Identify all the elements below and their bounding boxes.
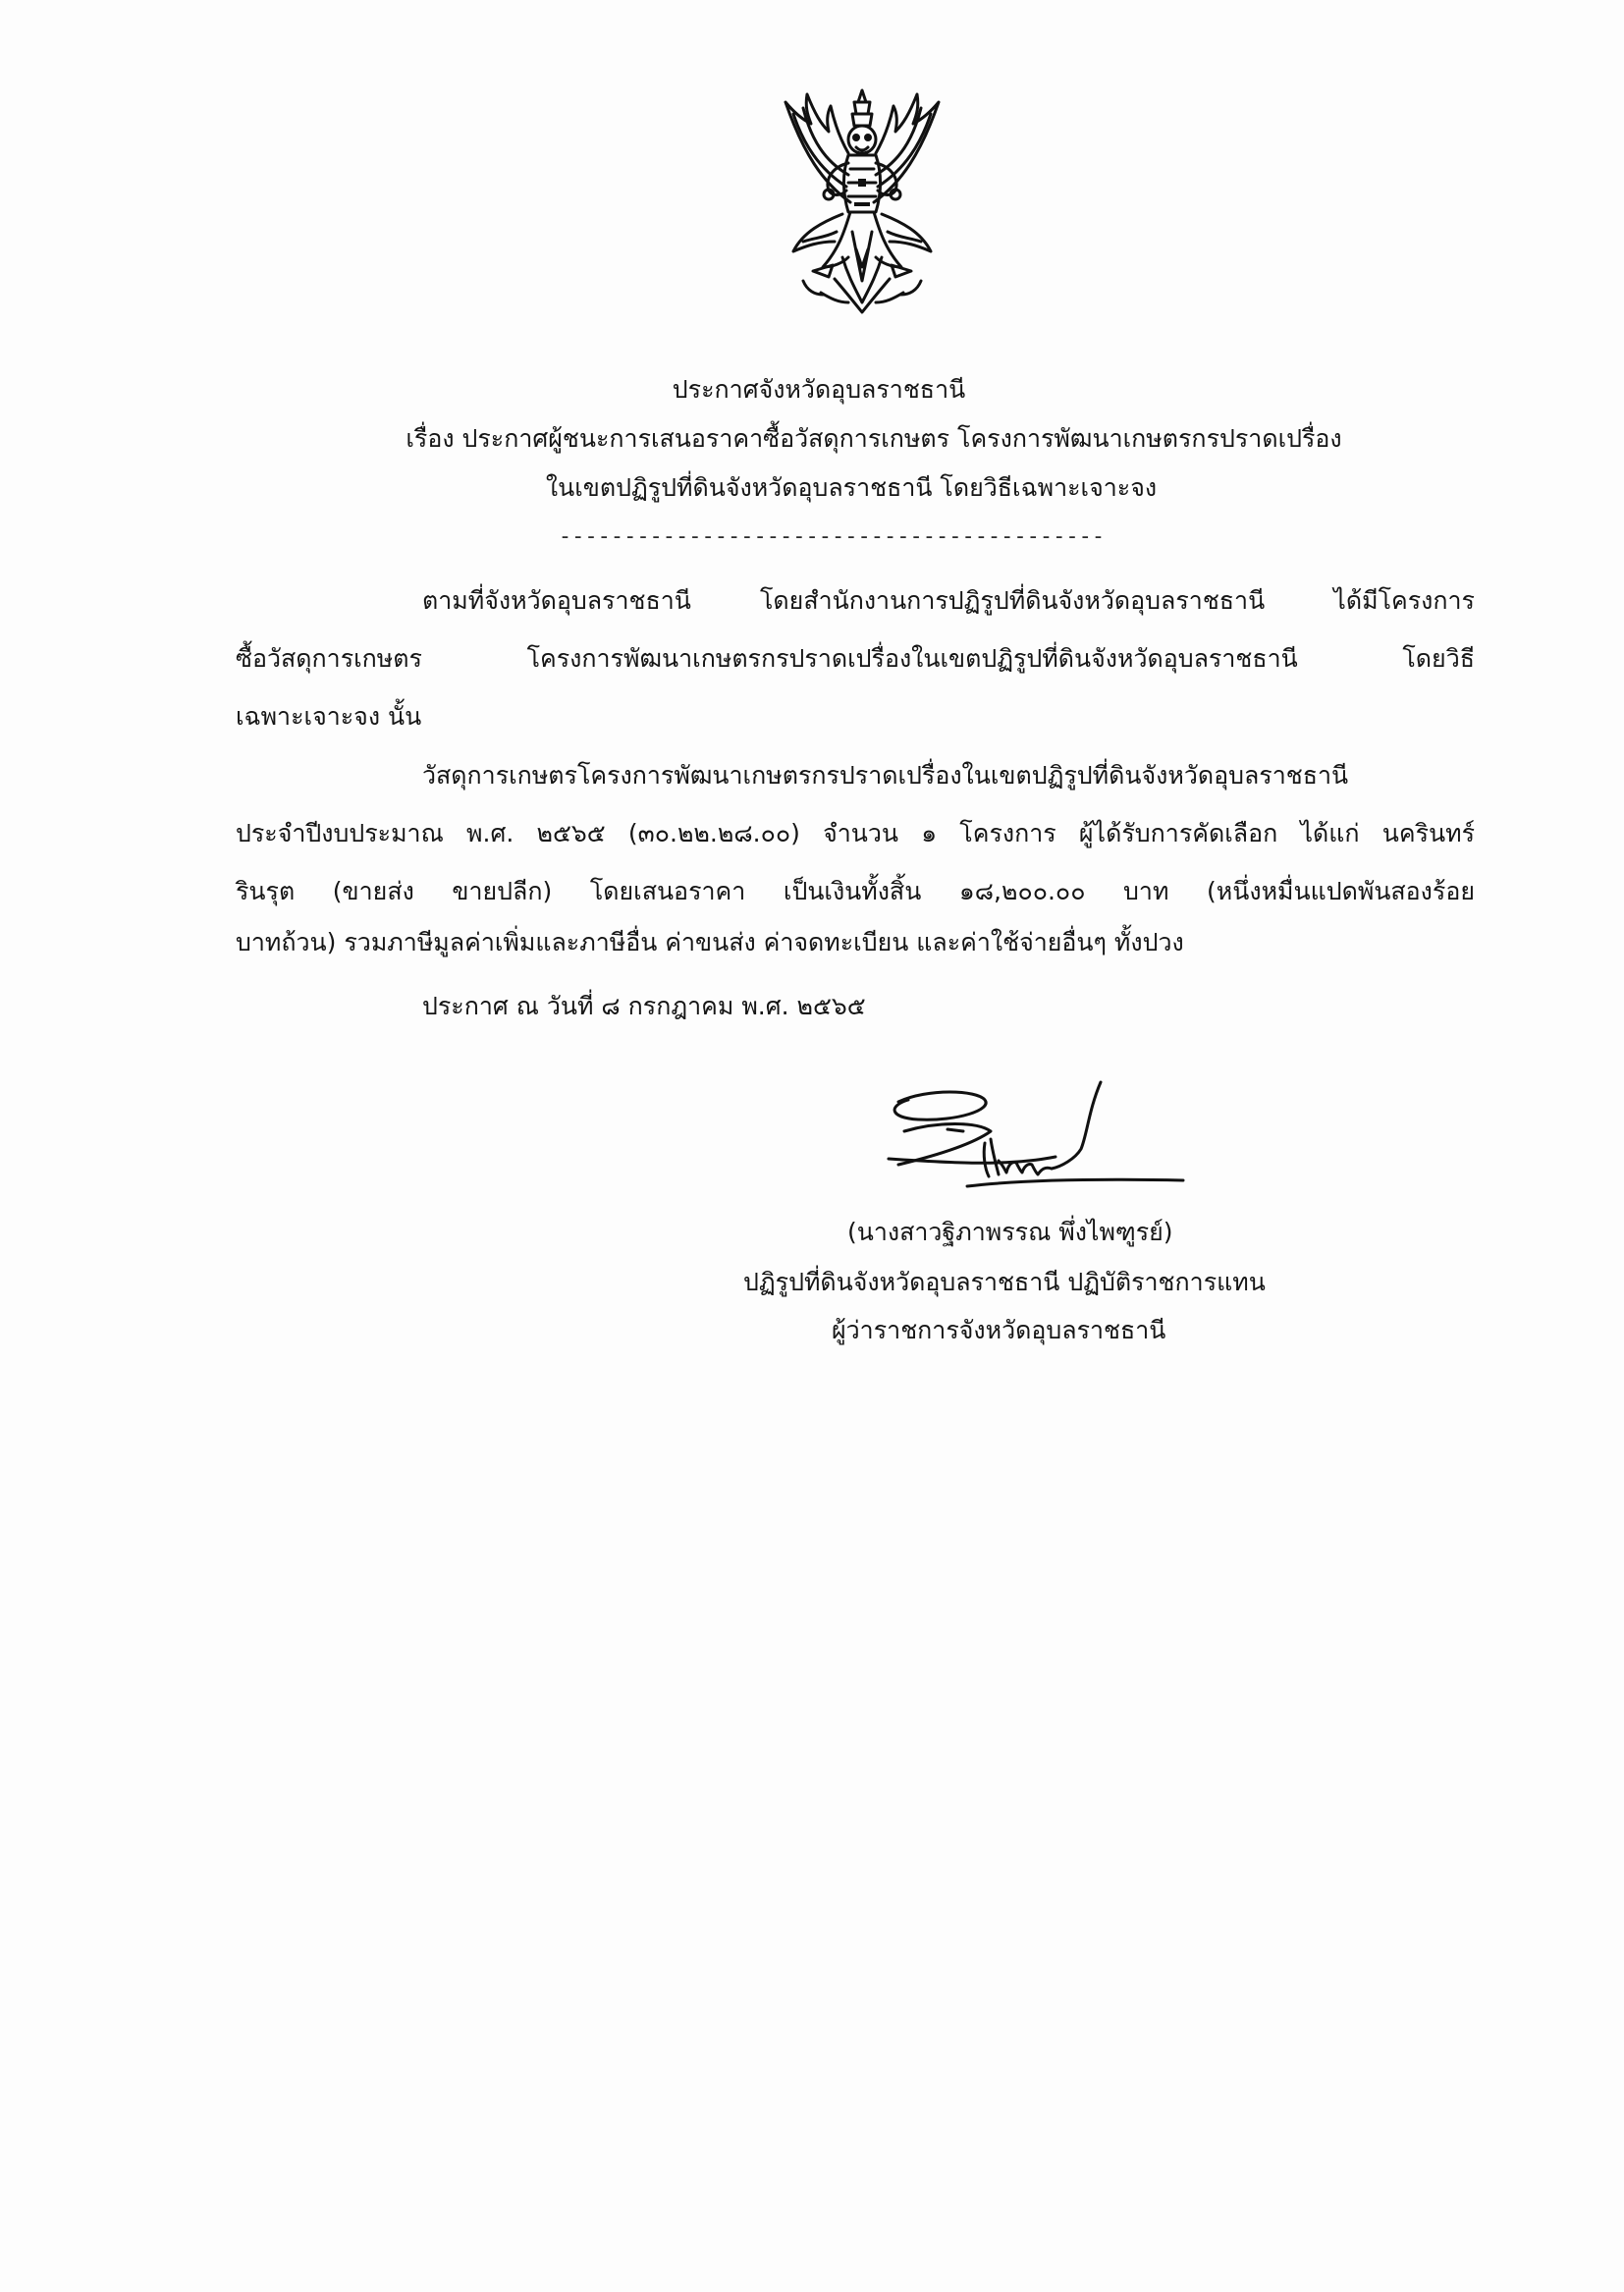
announcement-date: ประกาศ ณ วันที่ ๘ กรกฎาคม พ.ศ. ๒๕๖๕ xyxy=(422,992,866,1020)
signatory-position-1: ปฏิรูปที่ดินจังหวัดอุบลราชธานี ปฏิบัติราชการแทน xyxy=(743,1268,1266,1296)
signatory-position-2: ผู้ว่าราชการจังหวัดอุบลราชธานี xyxy=(832,1316,1166,1344)
paragraph-2-line-1: วัสดุการเกษตรโครงการพัฒนาเกษตรกรปราดเปรื่องในเขตปฏิรูปที่ดินจังหวัดอุบลราชธานี xyxy=(422,761,1349,790)
paragraph-1-line-1: ตามที่จังหวัดอุบลราชธานี โดยสำนักงานการปฏิรูปที่ดินจังหวัดอุบลราชธานี ได้มีโครงการ xyxy=(422,586,1475,615)
handwritten-signature xyxy=(869,1070,1193,1198)
paragraph-2-line-4: บาทถ้วน) รวมภาษีมูลค่าเพิ่มและภาษีอื่น ค่าขนส่ง ค่าจดทะเบียน และค่าใช้จ่ายอื่นๆ ทั้งปวง xyxy=(236,928,1184,956)
document-subject-line-2: ในเขตปฏิรูปที่ดินจังหวัดอุบลราชธานี โดยวิธีเฉพาะเจาะจง xyxy=(545,473,1158,502)
paragraph-1-line-2: ซื้อวัสดุการเกษตร โครงการพัฒนาเกษตรกรปราดเปรื่องในเขตปฏิรูปที่ดินจังหวัดอุบลราชธานี โดยวิธี xyxy=(236,644,1475,673)
paragraph-1-line-3: เฉพาะเจาะจง นั้น xyxy=(236,702,422,731)
document-authority-title: ประกาศจังหวัดอุบลราชธานี xyxy=(672,375,966,404)
garuda-emblem-icon xyxy=(764,84,960,340)
signatory-name: (นางสาวฐิภาพรรณ พึ่งไพฑูรย์) xyxy=(847,1218,1173,1246)
paragraph-2-line-3: รินรุต (ขายส่ง ขายปลีก) โดยเสนอราคา เป็นเงินทั้งสิ้น ๑๘,๒๐๐.๐๐ บาท (หนึ่งหมื่นแปดพันสองร้อย xyxy=(236,877,1475,905)
heading-separator: ------------------------------------------ xyxy=(558,524,1106,549)
document-subject-line-1: เรื่อง ประกาศผู้ชนะการเสนอราคาซื้อวัสดุการเกษตร โครงการพัฒนาเกษตรกรปราดเปรื่อง xyxy=(406,424,1342,453)
paragraph-2-line-2: ประจำปีงบประมาณ พ.ศ. ๒๕๖๕ (๓๐.๒๒.๒๘.๐๐) จำนวน ๑ โครงการ ผู้ได้รับการคัดเลือก ได้แก่ นครินทร์ xyxy=(236,819,1475,847)
